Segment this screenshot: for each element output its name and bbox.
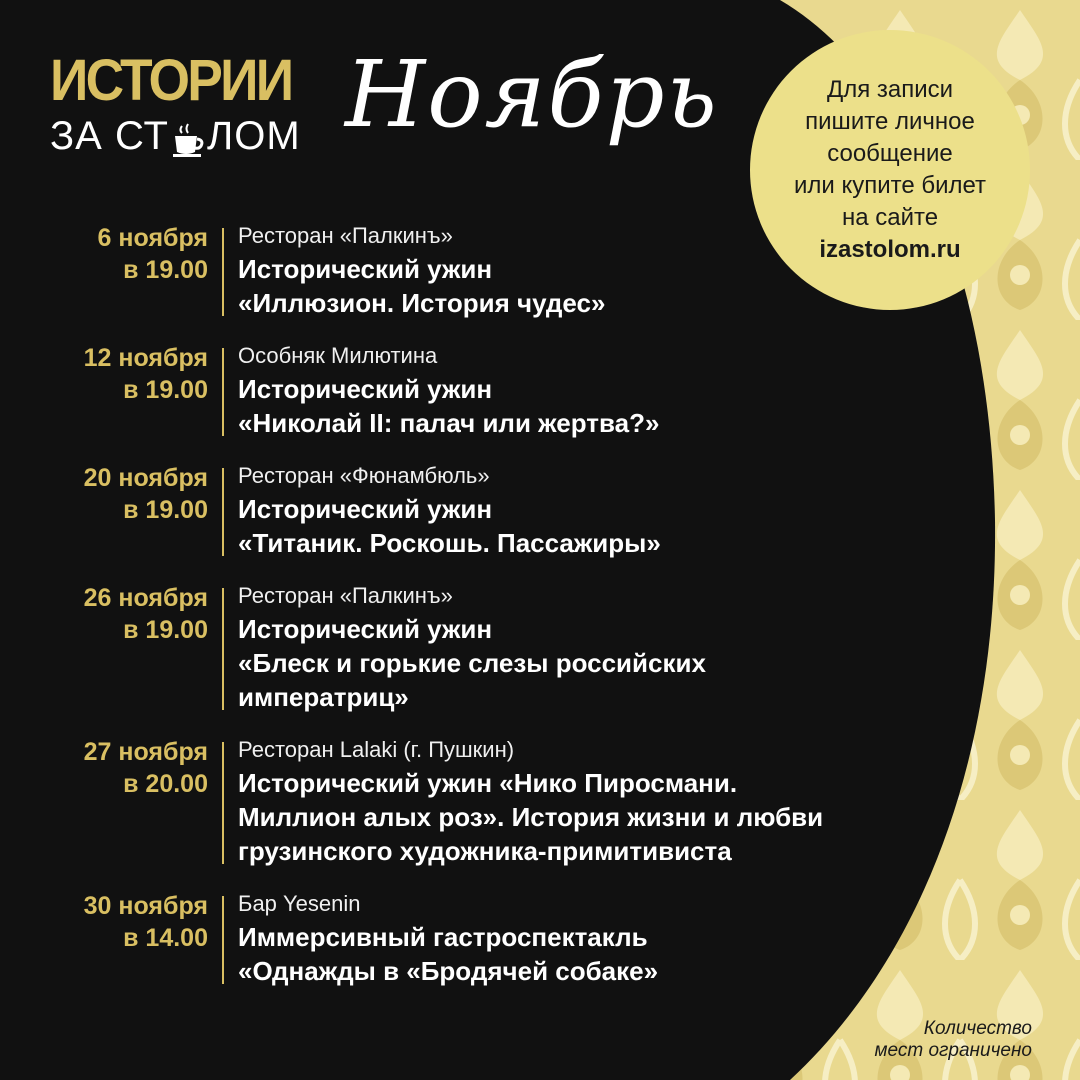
event-date: 30 ноября xyxy=(83,892,208,920)
event-info xyxy=(224,582,706,714)
event-title-line: «Однажды в «Бродячей собаке» xyxy=(238,956,659,986)
event-title-line: Исторический ужин «Нико Пиросмани. xyxy=(238,768,738,798)
event-datetime xyxy=(40,890,222,988)
contact-line: или купите билет xyxy=(793,172,987,199)
event-venue: Ресторан «Палкинъ» xyxy=(238,583,453,608)
event-title-line: императриц» xyxy=(238,682,409,712)
logo xyxy=(50,48,320,158)
event-title-line: «Иллюзион. История чудес» xyxy=(238,288,606,318)
seats-limited-note xyxy=(874,1018,1032,1062)
event-venue: Особняк Милютина xyxy=(238,343,438,368)
event-list xyxy=(40,222,940,1010)
event-info xyxy=(224,736,823,868)
event-item xyxy=(40,342,940,440)
event-date: 20 ноября xyxy=(83,464,208,492)
event-info xyxy=(224,342,659,440)
event-info xyxy=(224,222,605,320)
event-title-line: Исторический ужин xyxy=(238,614,493,644)
event-datetime xyxy=(40,462,222,560)
event-time: в 19.00 xyxy=(123,496,208,524)
logo-title-line2 xyxy=(50,114,320,158)
event-title-line: Исторический ужин xyxy=(238,254,493,284)
event-title-line: «Блеск и горькие слезы российских xyxy=(238,648,706,678)
event-item xyxy=(40,582,940,714)
note-line: Количество xyxy=(923,1018,1032,1039)
event-time: в 14.00 xyxy=(123,924,208,952)
event-item xyxy=(40,462,940,560)
logo-line2-left: ЗА СТ xyxy=(50,114,169,158)
event-info xyxy=(224,462,661,560)
event-item xyxy=(40,222,940,320)
event-venue: Бар Yesenin xyxy=(238,891,361,916)
event-time: в 19.00 xyxy=(123,616,208,644)
event-item xyxy=(40,736,940,868)
event-datetime xyxy=(40,342,222,440)
event-title-line: «Титаник. Роскошь. Пассажиры» xyxy=(238,528,661,558)
event-date: 12 ноября xyxy=(83,344,208,372)
event-title-line: Исторический ужин xyxy=(238,494,493,524)
event-venue: Ресторан Lalaki (г. Пушкин) xyxy=(238,737,515,762)
event-datetime xyxy=(40,736,222,868)
event-time: в 19.00 xyxy=(123,256,208,284)
event-title-line: Иммерсивный гастроспектакль xyxy=(238,922,648,952)
event-date: 27 ноября xyxy=(83,738,208,766)
event-title-line: Исторический ужин xyxy=(238,374,493,404)
contact-line: пишите личное xyxy=(805,108,975,135)
logo-title-line1: ИСТОРИИ xyxy=(50,48,292,113)
event-date: 6 ноября xyxy=(97,224,208,252)
event-info xyxy=(224,890,658,988)
logo-line2-right: ЛОМ xyxy=(206,114,301,158)
event-title-line: грузинского художника-примитивиста xyxy=(238,836,732,866)
event-time: в 19.00 xyxy=(123,376,208,404)
event-date: 26 ноября xyxy=(83,584,208,612)
event-title-line: «Николай II: палач или жертва?» xyxy=(238,408,660,438)
note-line: мест ограничено xyxy=(874,1040,1032,1061)
contact-line: Для записи xyxy=(826,76,954,103)
event-venue: Ресторан «Фюнамбюль» xyxy=(238,463,490,488)
contact-line: сообщение xyxy=(827,140,953,167)
month-title: Ноябрь xyxy=(345,41,719,148)
event-datetime xyxy=(40,222,222,320)
coffee-cup-icon xyxy=(171,122,205,158)
event-item xyxy=(40,890,940,988)
event-time: в 20.00 xyxy=(123,770,208,798)
website-link[interactable]: izastolom.ru xyxy=(819,236,961,263)
event-venue: Ресторан «Палкинъ» xyxy=(238,223,453,248)
event-title-line: Миллион алых роз». История жизни и любви xyxy=(238,802,824,832)
contact-line: на сайте xyxy=(841,204,939,231)
event-datetime xyxy=(40,582,222,714)
